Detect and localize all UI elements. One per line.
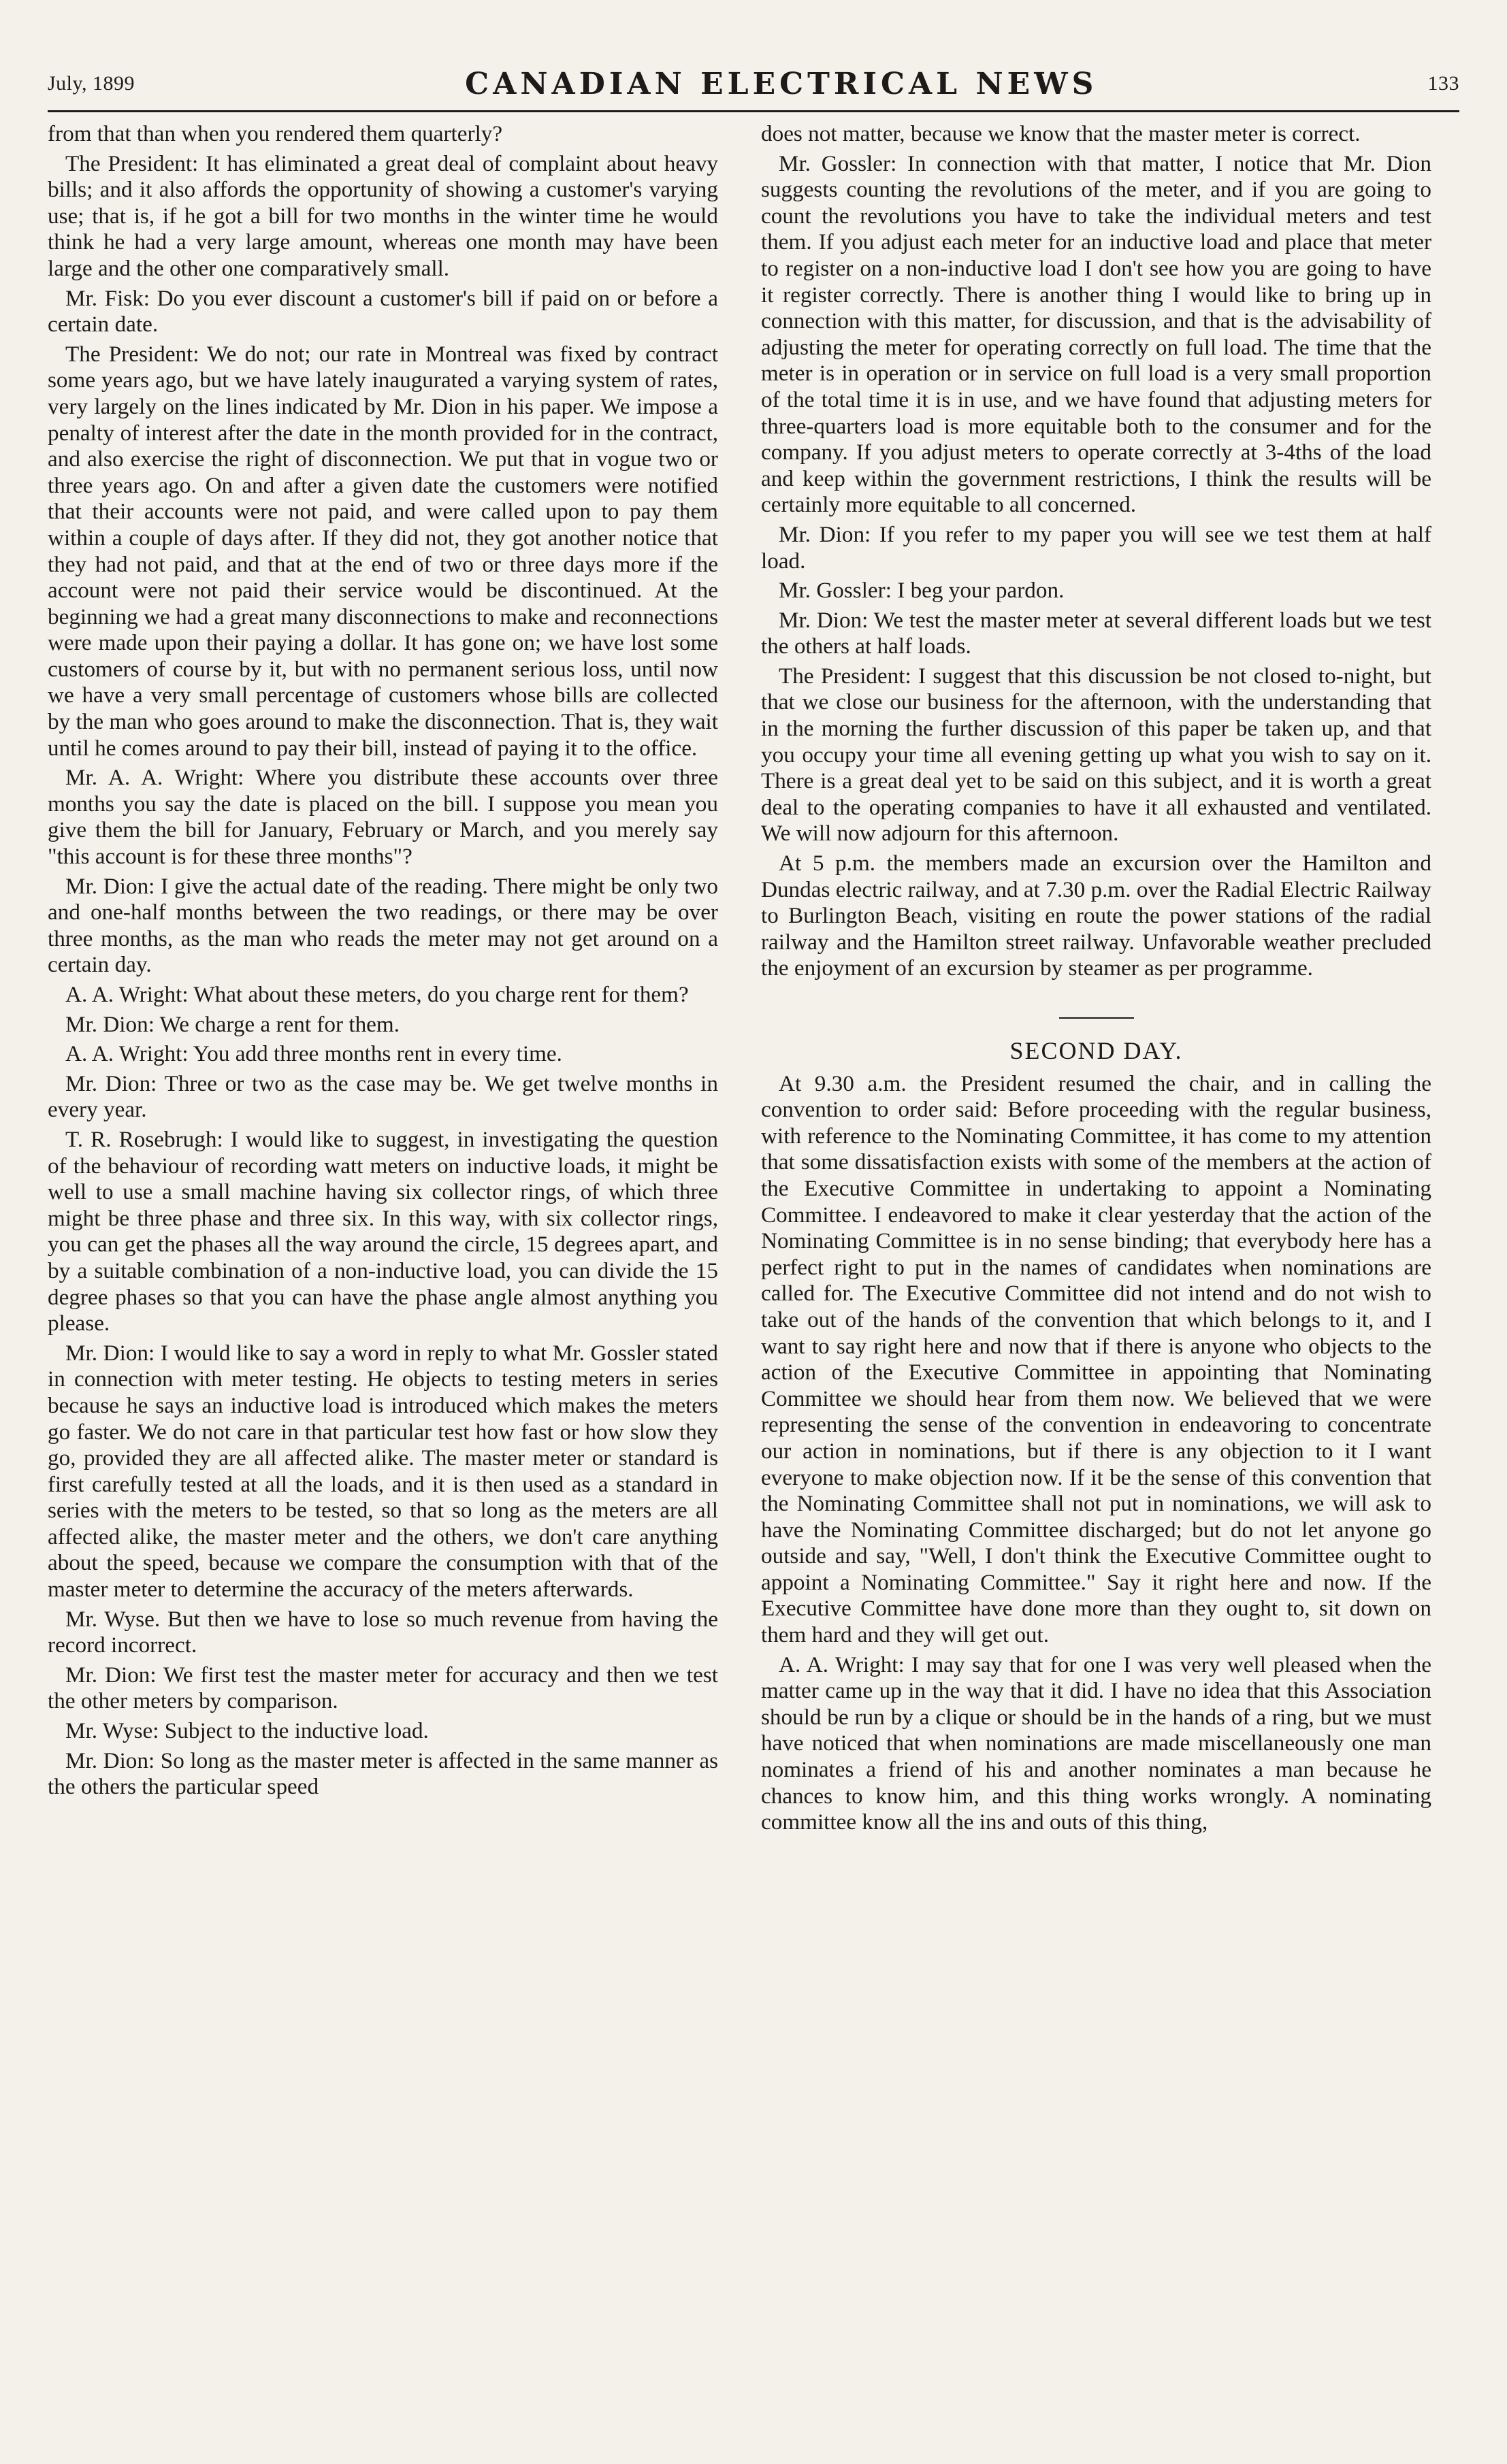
paragraph: Mr. A. A. Wright: Where you distribute these accounts over three months you say the date is placed on the bill. I suppose you mean you give them the bill for January, February or March, and you merely say "this account is for these three months"?: [48, 765, 718, 870]
paragraph: Mr. Dion: If you refer to my paper you will see we test them at half load.: [761, 521, 1431, 574]
paragraph: Mr. Gossler: In connection with that matter, I notice that Mr. Dion suggests counting the revolutions of the meter, and if you are going to count the revolutions you have to take the individual meters and test them. If you adjust each meter for an inductive load and place that meter to register on a non-inductive load I don't see how you are going to have it register correctly. There is another thing I would like to bring up in connection with this matter, for discussion, and that is the advisability of adjusting the meter for operating correctly on full load. The time that the meter is in operation or in service on full load is a very small proportion of the total time it is in use, and we have found that adjusting meters for three-quarters load is more equitable both to the consumer and for the company. If you adjust meters to operate correctly at 3-4ths of the load and keep within the government restrictions, I think the results will be certainly more equitable to all concerned.: [761, 150, 1431, 518]
paragraph: The President: We do not; our rate in Montreal was fixed by contract some years ago, but we have lately inaugurated a varying system of rates, very largely on the lines indicated by Mr. Dion in his paper. We impose a penalty of interest after the date in the month provided for in the contract, and also exercise the right of disconnection. We put that in vogue two or three years ago. On and after a given date the customers were notified that their accounts were not paid, and were called upon to pay them within a couple of days after. If they did not, they got another notice that they had not paid, and that at the end of two or three days more if the account were not paid their service would be discontinued. At the beginning we had a great many disconnections to make and reconnections were made upon their paying a dollar. It has gone on; we have lost some customers of course by it, but with no permanent serious loss, until now we have a very small percentage of customers whose bills are collected by the man who goes around to make the disconnection. That is, they wait until he comes around to pay their bill, instead of paying it to the office.: [48, 341, 718, 761]
page-number: 133: [1427, 72, 1459, 95]
paragraph: Mr. Gossler: I beg your pardon.: [779, 578, 1065, 604]
paragraph: A. A. Wright: You add three months rent in every time.: [65, 1041, 562, 1067]
paragraph: At 9.30 a.m. the President resumed the chair, and in calling the convention to order said: Before proceeding with the regular business, with reference to the Nominating Committee, it has come to my attention that some dissatisfaction exists with some of the members at the action of the Executive Committee in undertaking to appoint a Nominating Committee. I endeavored to make it clear yesterday that the action of the Nominating Committee is in no sense binding; that everybody here has a perfect right to put in the names of candidates when nominations are called for. The Executive Committee did not intend and do not wish to take out of the hands of the convention that which belongs to it, and I want to say right here and now that if there is anyone who objects to the action of the Executive Committee in appointing that Nominating Committee we should hear from them now. We believed that we were representing the sense of the convention in endeavoring to concentrate our action in nominations, but if there is any objection to it I want everyone to make objection now. If it be the sense of this convention that the Nominating Committee shall not put in nominations, we will ask to have the Nominating Committee discharged; but do not let anyone go outside and say, "Well, I don't think the Executive Committee ought to appoint a Nominating Committee." Say it right here and now. If the Executive Committee have done more than they ought to, sit down on them hard and they will get out.: [761, 1070, 1431, 1648]
issue-date: July, 1899: [48, 72, 135, 95]
section-divider: [1059, 1017, 1134, 1019]
paragraph: does not matter, because we know that the master meter is correct.: [761, 121, 1361, 146]
publication-title: CANADIAN ELECTRICAL NEWS: [465, 66, 1098, 101]
paragraph: Mr. Dion: So long as the master meter is affected in the same manner as the others the particular speed: [48, 1747, 718, 1800]
paragraph: Mr. Dion: We test the master meter at several different loads but we test the others at half loads.: [761, 607, 1431, 659]
paragraph: The President: I suggest that this discussion be not closed to-night, but that we close our business for the afternoon, with the understanding that in the morning the further discussion of this paper be taken up, and that you occupy your time all evening getting up what you wish to say on it. There is a great deal yet to be said on this subject, and it is worth a great deal to the operating companies to have it all exhausted and ventilated. We will now adjourn for this afternoon.: [761, 663, 1431, 847]
paragraph: T. R. Rosebrugh: I would like to suggest, in investigating the question of the behaviour of recording watt meters on inductive loads, it might be well to use a small machine having six collector rings, of which three might be three phase and three six. In this way, with six collector rings, you can get the phases all the way around the circle, 15 degrees apart, and by a suitable combination of a non-inductive load, you can divide the 15 degree phases so that you can have the phase angle almost anything you please.: [48, 1126, 718, 1336]
page-header: [48, 60, 1459, 108]
section-heading: SECOND DAY.: [1009, 1037, 1183, 1064]
left-column: [48, 121, 718, 2435]
paragraph: At 5 p.m. the members made an excursion over the Hamilton and Dundas electric railway, and at 7.30 p.m. over the Radial Electric Railway to Burlington Beach, visiting en route the power stations of the radial railway and the Hamilton street railway. Unfavorable weather precluded the enjoyment of an excursion by steamer as per programme.: [761, 851, 1431, 981]
paragraph: Mr. Fisk: Do you ever discount a customer's bill if paid on or before a certain date.: [48, 285, 718, 338]
paragraph: Mr. Dion: I give the actual date of the reading. There might be only two and one-half months between the two readings, or there may be over three months, as the man who reads the meter may not get around on a certain day.: [48, 873, 718, 978]
paragraph: A. A. Wright: I may say that for one I was very well pleased when the matter came up in the way that it did. I have no idea that this Association should be run by a clique or should be in the hands of a ring, but we must have noticed that when nominations are made miscellaneously one man nominates a friend of his and another nominates a man because he chances to know him, and this thing works wrongly. A nominating committee know all the ins and outs of this thing,: [761, 1652, 1431, 1835]
paragraph: Mr. Dion: I would like to say a word in reply to what Mr. Gossler stated in connection with meter testing. He objects to testing meters in series because he says an inductive load is introduced which makes the meters go faster. We do not care in that particular test how fast or how slow they go, provided they are all affected alike. The master meter or standard is first carefully tested at all the loads, and it is then used as a standard in series with the meters to be tested, so that so long as the meters are all affected alike, the master meter and the others, we don't care anything about the speed, because we compare the consumption with that of the master meter to determine the accuracy of the meters afterwards.: [48, 1340, 718, 1603]
header-rule: [48, 110, 1459, 112]
paragraph: A. A. Wright: What about these meters, do you charge rent for them?: [65, 982, 689, 1007]
paragraph: Mr. Wyse. But then we have to lose so much revenue from having the record incorrect.: [48, 1606, 718, 1658]
paragraph: Mr. Wyse: Subject to the inductive load.: [65, 1718, 429, 1744]
paragraph: Mr. Dion: Three or two as the case may be. We get twelve months in every year.: [48, 1070, 718, 1123]
paragraph: Mr. Dion: We charge a rent for them.: [65, 1011, 400, 1037]
paragraph: from that than when you rendered them quarterly?: [48, 121, 503, 146]
right-column: [761, 121, 1431, 2435]
paragraph: Mr. Dion: We first test the master meter for accuracy and then we test the other meters by comparison.: [48, 1662, 718, 1714]
paragraph: The President: It has eliminated a great deal of complaint about heavy bills; and it also affords the opportunity of showing a customer's varying use; that is, if he got a bill for two months in the winter time he would think he had a very large amount, whereas one month may have been large and the other one comparatively small.: [48, 150, 718, 281]
